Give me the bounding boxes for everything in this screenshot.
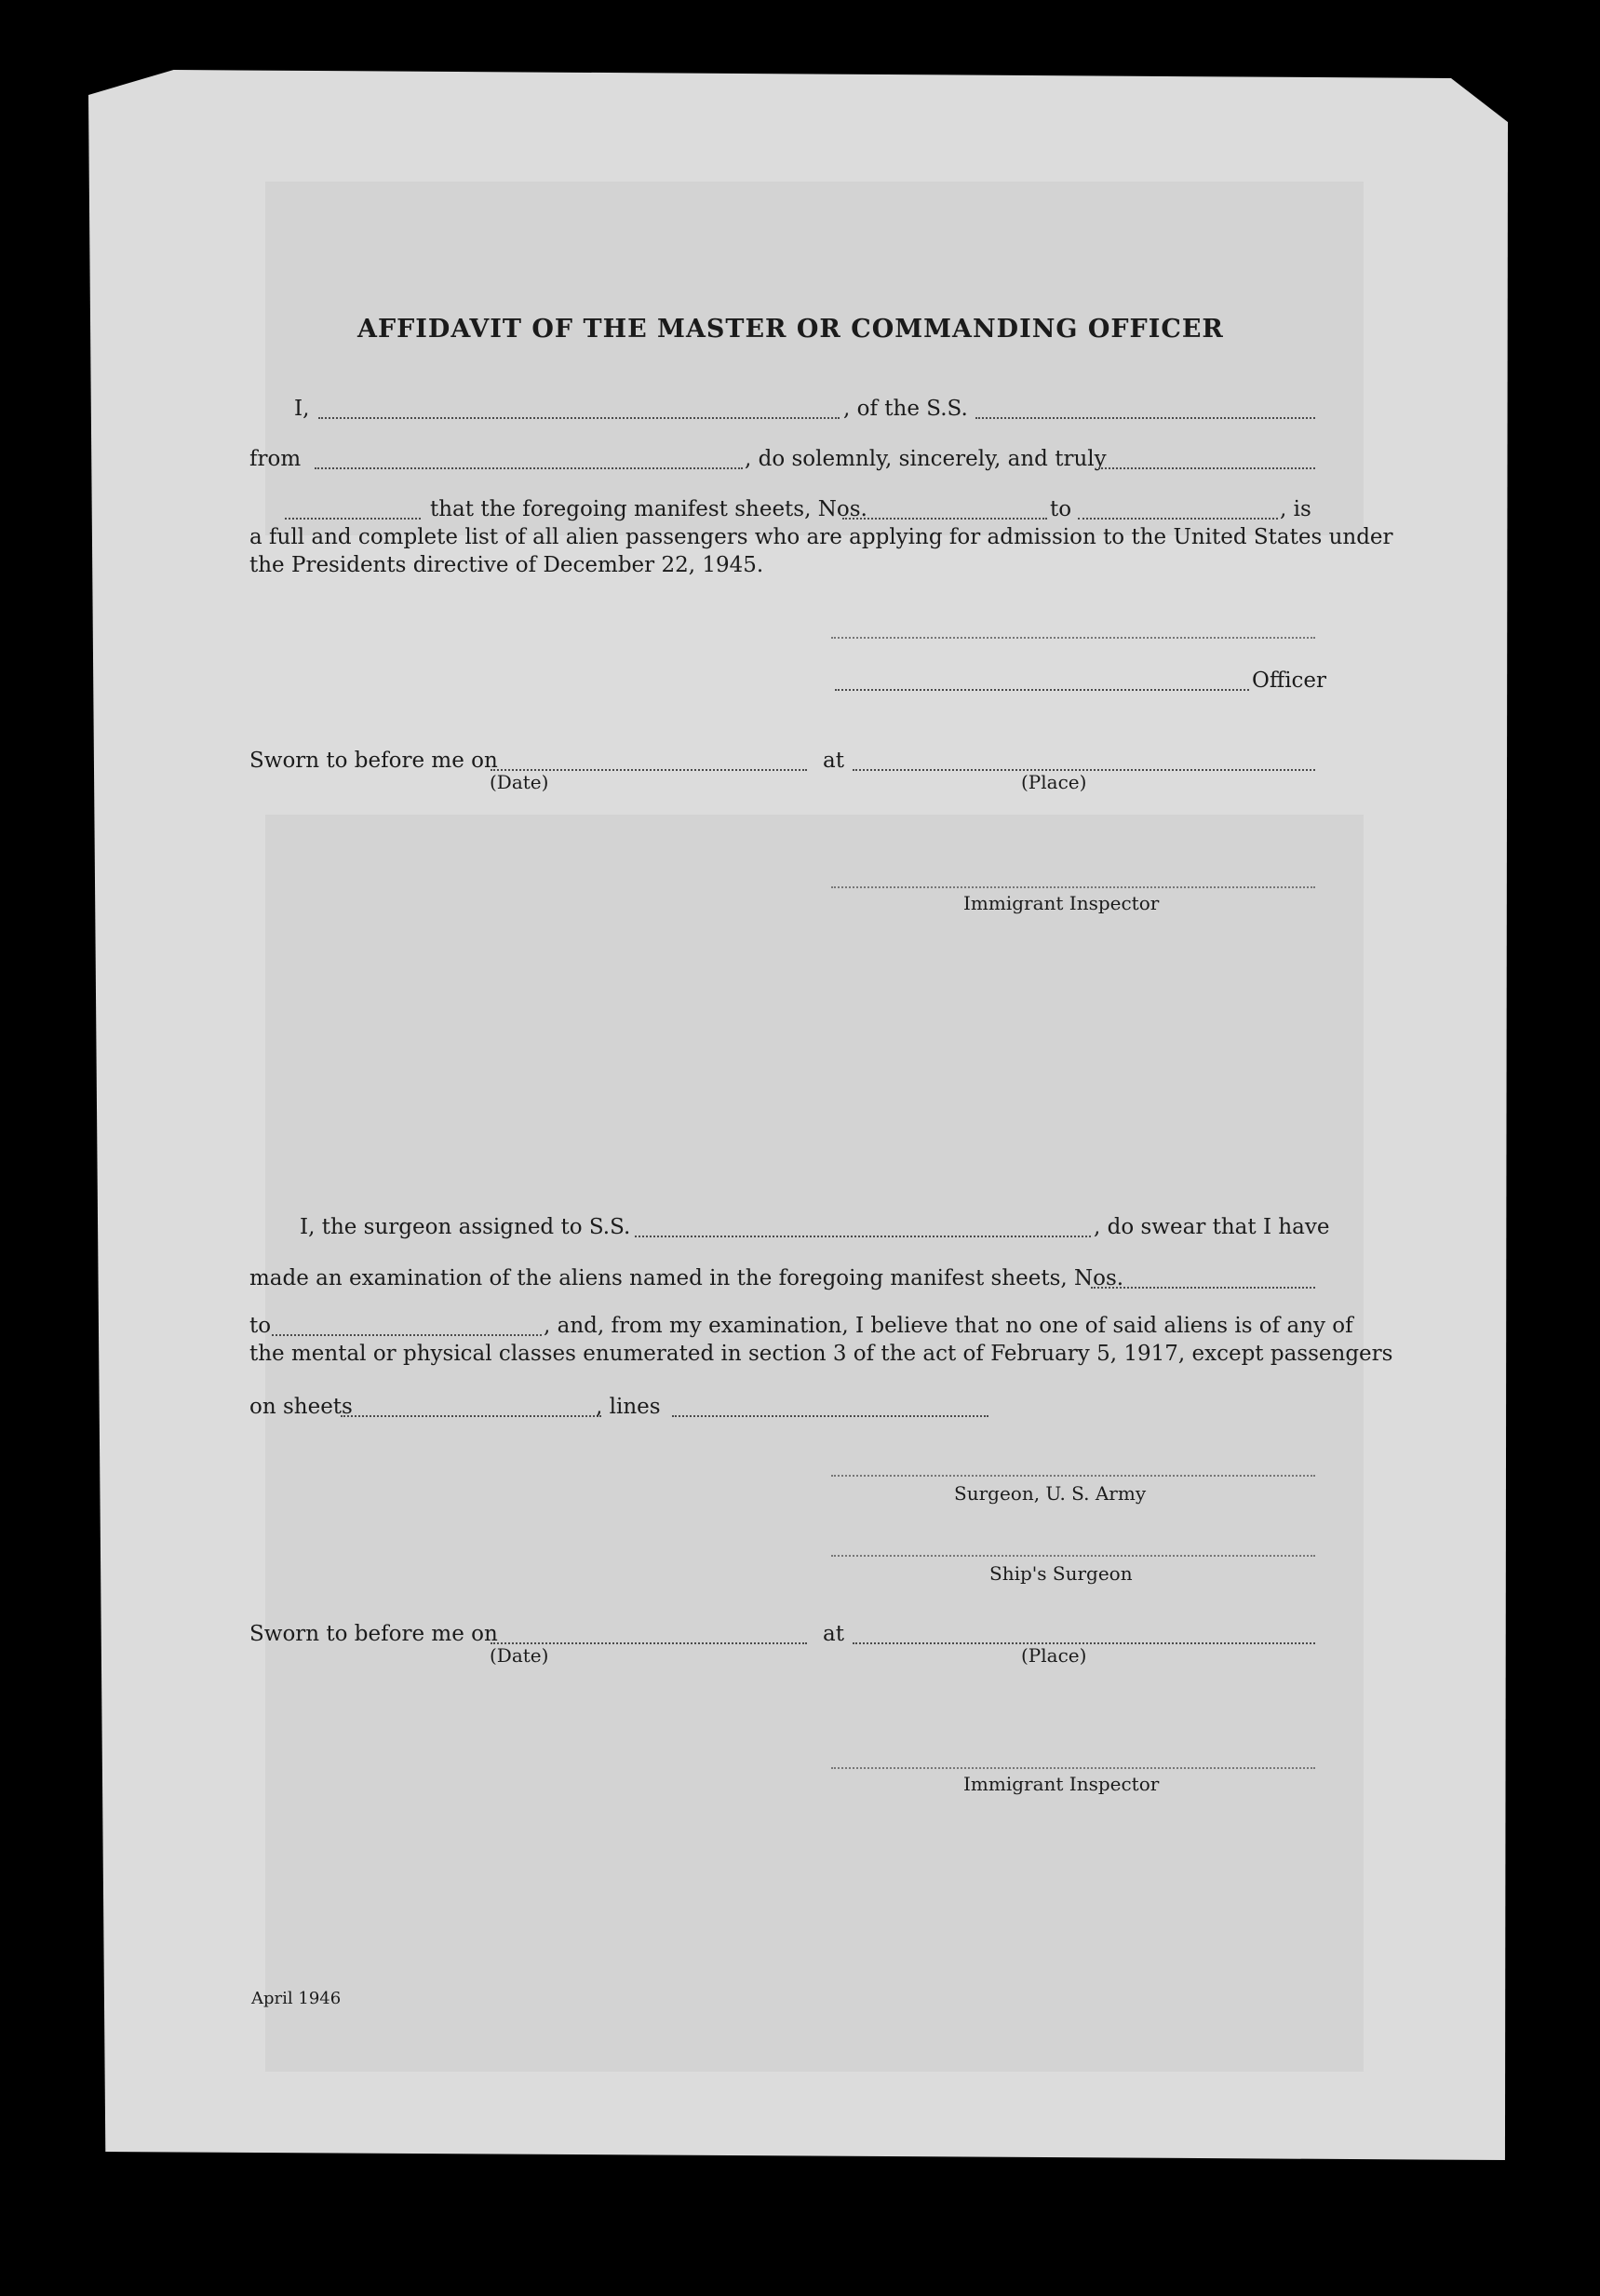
surgeon-place-caption: (Place) [1021,1644,1087,1667]
bleed-through-area [265,182,1364,535]
place-caption: (Place) [1021,771,1087,793]
exam-sheets-to-field[interactable] [272,1334,542,1336]
from-label: from [249,447,302,471]
foregoing-label: that the foregoing manifest sheets, Nos. [430,497,867,521]
surgeon-to-label: to [249,1314,272,1338]
from-port-field[interactable] [315,467,743,469]
surgeon-intro-label: I, the surgeon assigned to S.S. [300,1215,631,1239]
oath-continuation-field[interactable] [285,518,421,520]
i-label: I, [294,397,310,421]
officer-label: Officer [1252,669,1327,693]
inspector-label: Immigrant Inspector [963,892,1160,914]
surgeon-inspector-signature-line[interactable] [831,1767,1315,1769]
at-label: at [823,749,844,773]
form-date-footer: April 1946 [251,1989,342,2008]
bleed-through-area [265,815,1364,2072]
swear-label: , do swear that I have [1094,1215,1330,1239]
statement-line-2: the Presidents directive of December 22, 1945. [249,553,764,577]
document-title: AFFIDAVIT OF THE MASTER OR COMMANDING OFFICER [357,315,1224,344]
ship-name-field[interactable] [975,417,1315,419]
document-page [88,70,1508,2160]
date-caption: (Date) [490,771,549,793]
surgeon-ship-field[interactable] [635,1236,1091,1237]
oath-field[interactable] [1098,467,1315,469]
master-signature-line[interactable] [831,637,1315,639]
classes-line: the mental or physical classes enumerated in section 3 of the act of February 5, 1917, except passengers [249,1342,1393,1366]
inspector-signature-line[interactable] [831,886,1315,888]
ship-surgeon-label: Ship's Surgeon [989,1562,1133,1585]
surgeon-at-label: at [823,1622,844,1646]
lines-label: , lines [596,1395,661,1419]
sheets-to-field[interactable] [1078,518,1278,520]
belief-label: , and, from my examination, I believe that no one of said aliens is of any of [544,1314,1353,1338]
army-surgeon-label: Surgeon, U. S. Army [954,1482,1147,1505]
examination-label: made an examination of the aliens named in the foregoing manifest sheets, Nos. [249,1266,1124,1290]
master-name-field[interactable] [318,417,840,419]
sworn-label: Sworn to before me on [249,749,498,773]
sheets-from-field[interactable] [842,518,1047,520]
solemnly-label: , do solemnly, sincerely, and truly [745,447,1107,471]
surgeon-date-caption: (Date) [490,1644,549,1667]
except-sheets-field[interactable] [341,1415,601,1417]
except-lines-field[interactable] [672,1415,988,1417]
statement-line-1: a full and complete list of all alien passengers who are applying for admission to the United States under [249,525,1393,549]
army-surgeon-signature-line[interactable] [831,1475,1315,1477]
exam-sheets-from-field[interactable] [1091,1287,1315,1289]
officer-signature-field[interactable] [835,689,1249,691]
surgeon-sworn-label: Sworn to before me on [249,1622,498,1646]
ss-label: , of the S.S. [843,397,968,421]
sheets-label: on sheets [249,1395,353,1419]
surgeon-inspector-label: Immigrant Inspector [963,1773,1160,1795]
is-label: , is [1280,497,1311,521]
ship-surgeon-signature-line[interactable] [831,1555,1315,1557]
to-label: to [1050,497,1072,521]
